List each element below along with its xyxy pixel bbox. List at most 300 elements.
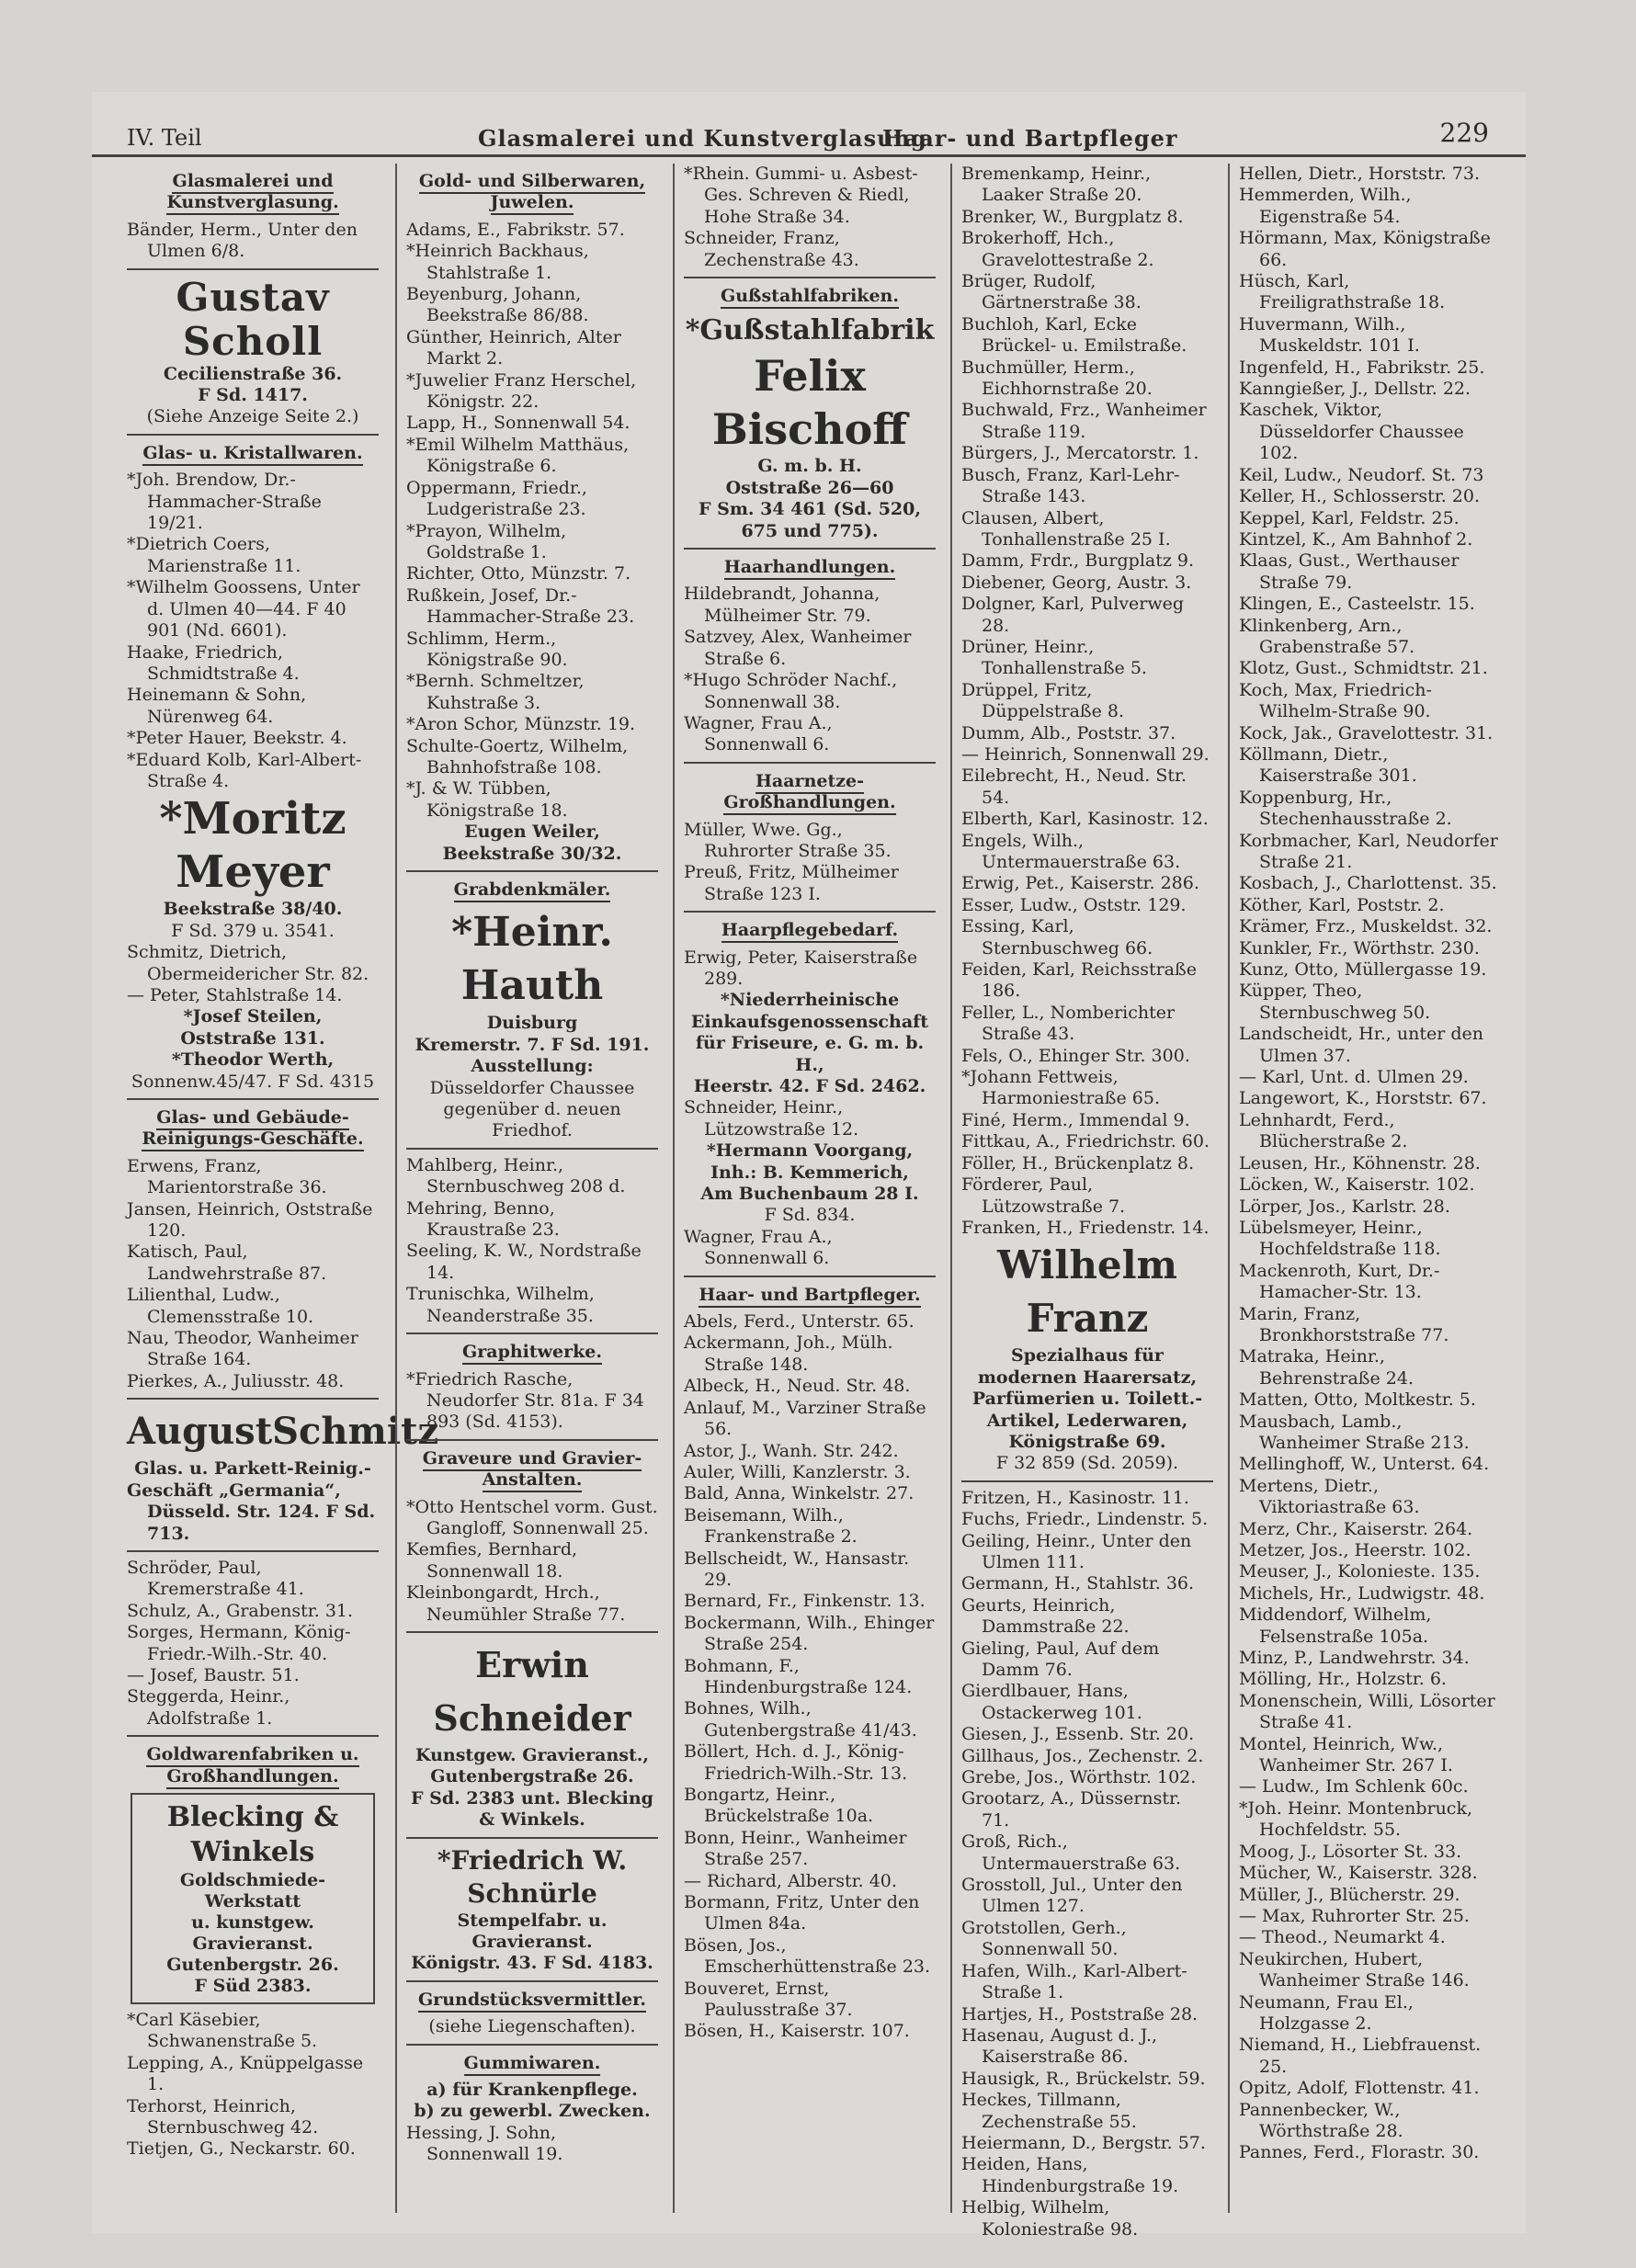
list-item: Hartjes, H., Poststraße 28.	[961, 2003, 1199, 2024]
section-heading-text: Haarnetze-Großhandlungen.	[723, 771, 895, 815]
list-item: Hasenau, August d. J., Kaiserstraße 86.	[961, 2024, 1158, 2068]
ad-bischoff-line-1: G. m. b. H.	[757, 456, 862, 477]
list-item: Heiermann, D., Bergstr. 57.	[961, 2132, 1206, 2153]
divider	[406, 1631, 658, 1633]
list-item: *Aron Schor, Münzstr. 19.	[406, 714, 636, 735]
list-item: Müller, J., Blücherstr. 29.	[1239, 1884, 1460, 1905]
list-item: Richter, Otto, Münzstr. 7.	[406, 563, 631, 584]
list-item: Matten, Otto, Moltkestr. 5.	[1239, 1389, 1476, 1411]
list-item: Kunkler, Fr., Wörthstr. 230.	[1239, 937, 1480, 958]
ad-schneider-line-2: Gutenbergstraße 26.	[430, 1766, 634, 1787]
list-item: Heinemann & Sohn, Nürenweg 64.	[127, 685, 307, 727]
list-item: — Karl, Unt. d. Ulmen 29.	[1239, 1067, 1469, 1088]
list-item: Geurts, Heinrich, Dammstraße 22.	[961, 1594, 1130, 1638]
list-item: Bremenkamp, Heinr., Laaker Straße 20.	[961, 164, 1152, 206]
list-bartpfleger-cont	[961, 164, 1213, 1239]
list-item: Eilebrecht, H., Neud. Str. 54.	[961, 765, 1187, 808]
list-pflege-3	[684, 1227, 936, 1270]
ad-werth-address: Sonnenw.45/47. F Sd. 4315	[131, 1071, 375, 1092]
list-item: — Richard, Alberstr. 40.	[684, 1870, 897, 1891]
list-item: Esser, Ludw., Oststr. 129.	[961, 894, 1187, 915]
list-haarhandlung	[684, 584, 936, 755]
ad-werth-name: *Theodor Werth,	[171, 1049, 335, 1071]
section-heading	[684, 920, 936, 941]
list-item: Mertens, Dietr., Viktoriastraße 63.	[1239, 1475, 1420, 1518]
ad-blecking-line-1: Goldschmiede-Werkstatt	[179, 1869, 326, 1911]
section-heading-text: Grabdenkmäler.	[454, 879, 611, 902]
list-item: Mackenroth, Kurt, Dr.-Hamacher-Str. 13.	[1239, 1260, 1440, 1303]
section-heading-text: Gußstahlfabriken.	[721, 286, 899, 309]
divider	[684, 1276, 936, 1277]
ad-hauth-line-2: Ausstellung:	[471, 1056, 594, 1077]
list-item: *Heinrich Backhaus, Stahlstraße 1.	[406, 241, 589, 283]
section-heading-text: Haarhandlungen.	[724, 557, 895, 580]
ad-blecking-line-4: F Süd 2383.	[194, 1975, 312, 1996]
list-item: Böllert, Hch. d. J., König-Friedrich-Wilh.-Str. 13.	[684, 1741, 908, 1784]
list-item: *Friedrich Rasche, Neudorfer Str. 81a. F 34 893 (Sd. 4153).	[406, 1368, 644, 1433]
ad-bischoff-line-0: *Gußstahlfabrik	[685, 314, 935, 347]
list-pflege-2	[684, 1097, 936, 1140]
list-item: Hessing, J. Sohn, Sonnenwall 19.	[406, 2122, 563, 2165]
ad-steilen-address: Oststraße 131.	[180, 1027, 325, 1049]
list-item: Franken, H., Friedenstr. 14.	[961, 1217, 1210, 1238]
list-item: Albeck, H., Neud. Str. 48.	[684, 1376, 911, 1397]
list-item: Landscheidt, Hr., unter den Ulmen 37.	[1239, 1024, 1483, 1066]
list-reinigung-2	[127, 1558, 379, 1729]
list-item: Köllmann, Dietr., Kaiserstraße 301.	[1239, 743, 1417, 787]
list-item: Mölling, Hr., Holzstr. 6.	[1239, 1669, 1447, 1690]
list-item: Steggerda, Heinr., Adolfstraße 1.	[127, 1686, 290, 1729]
ad-meyer-phone: F Sd. 379 u. 3541.	[171, 920, 335, 941]
ad-franz-line-2: F 32 859 (Sd. 2059).	[995, 1453, 1179, 1474]
list-item: Michels, Hr., Ludwigstr. 48.	[1239, 1582, 1485, 1604]
ad-schnuerle-name: *Friedrich W. Schnürle	[437, 1844, 628, 1909]
list-item: Bösen, Jos., Emscherhüttenstraße 23.	[684, 1934, 931, 1978]
divider	[127, 434, 379, 436]
list-item: Schneider, Heinr., Lützowstraße 12.	[684, 1097, 859, 1140]
list-item: Trunischka, Wilhelm, Neanderstraße 35.	[406, 1284, 595, 1326]
list-item: Feller, L., Nomberichter Straße 43.	[961, 1002, 1176, 1045]
list-item: Krämer, Frz., Muskeldst. 32.	[1239, 916, 1493, 937]
list-item: Fittkau, A., Friedrichstr. 60.	[961, 1131, 1210, 1152]
list-item: Pannes, Ferd., Florastr. 30.	[1239, 2142, 1480, 2163]
header-category-right: Haar- und Bartpfleger	[882, 125, 1178, 152]
header-category-left: Glasmalerei und Kunstverglasung	[478, 125, 927, 152]
list-item: Rußkein, Josef, Dr.-Hammacher-Straße 23.	[406, 584, 635, 628]
list-item: Schneider, Franz, Zechenstraße 43.	[684, 228, 859, 270]
ad-schmitz-name: AugustSchmitz	[127, 1410, 439, 1454]
list-item: Feiden, Karl, Reichsstraße 186.	[961, 959, 1197, 1002]
list-item: Abels, Ferd., Unterstr. 65.	[684, 1311, 915, 1332]
section-heading	[127, 1744, 379, 1787]
divider	[406, 2044, 658, 2046]
list-item: Föller, H., Brückenplatz 8.	[961, 1152, 1195, 1174]
divider	[127, 1098, 379, 1100]
list-item: Buchwald, Frz., Wanheimer Straße 119.	[961, 400, 1207, 442]
list-item: Hafen, Wilh., Karl-Albert-Straße 1.	[961, 1960, 1187, 2003]
list-item: Essing, Karl, Sternbuschweg 66.	[961, 916, 1153, 958]
list-item: Nau, Theodor, Wanheimer Straße 164.	[127, 1328, 358, 1370]
section-heading-text: Haar- und Bartpfleger.	[699, 1285, 920, 1308]
list-item: Ackermann, Joh., Mülh. Straße 148.	[684, 1332, 893, 1375]
list-item: *Eduard Kolb, Karl-Albert-Straße 4.	[127, 749, 362, 791]
list-item: — Josef, Baustr. 51.	[127, 1664, 300, 1685]
ad-hauth-line-1: Kremerstr. 7. F Sd. 191.	[415, 1034, 650, 1055]
list-item: Erwig, Pet., Kaiserstr. 286.	[961, 873, 1199, 894]
ad-niederrhein-line-2: Heerstr. 42. F Sd. 2462.	[693, 1076, 926, 1096]
section-heading-text: Gummiwaren.	[464, 2053, 601, 2076]
list-item: Satzvey, Alex, Wanheimer Straße 6.	[684, 627, 912, 669]
list-item: Groß, Rich., Untermauerstraße 63.	[961, 1831, 1181, 1874]
list-item: Bouveret, Ernst, Paulusstraße 37.	[684, 1978, 853, 2021]
list-item: Hemmerden, Wilh., Eigenstraße 54.	[1239, 185, 1412, 227]
header-part: IV. Teil	[127, 125, 202, 151]
list-item: Diebener, Georg, Austr. 3.	[961, 572, 1192, 593]
list-item: Erwens, Franz, Marientorstraße 36.	[127, 1155, 327, 1198]
ad-scholl-note: (Siehe Anzeige Seite 2.)	[146, 406, 359, 427]
list-item: Wagner, Frau A., Sonnenwall 6.	[684, 712, 833, 755]
list-item: Bohnes, Wilh., Gutenbergstraße 41/43.	[684, 1698, 917, 1741]
list-item: Drüppel, Fritz, Düppelstraße 8.	[961, 679, 1125, 722]
list-item: Mücher, W., Kaiserstr. 328.	[1239, 1863, 1478, 1884]
list-item: Bernard, Fr., Finkenstr. 13.	[684, 1591, 926, 1612]
list-item: Damm, Frdr., Burgplatz 9.	[961, 550, 1195, 572]
section-heading-text: Graveure und Gravier-Anstalten.	[423, 1448, 642, 1492]
list-item: Auler, Willi, Kanzlerstr. 3.	[684, 1461, 911, 1482]
section-heading-text: Gold- und Silberwaren, Juwelen.	[419, 171, 645, 215]
ad-hauth-line-3: Düsseldorfer Chaussee gegenüber d. neuen Friedhof.	[429, 1077, 635, 1141]
ad-franz-name: Wilhelm Franz	[997, 1242, 1177, 1342]
list-item: Finé, Herm., Immendal 9.	[961, 1109, 1190, 1130]
section-heading-text: Graphitwerke.	[462, 1342, 602, 1365]
list-item: Minz, P., Landwehrstr. 34.	[1239, 1648, 1470, 1669]
list-item: Brokerhoff, Hch., Gravelottestraße 2.	[961, 228, 1154, 270]
list-item: Fels, O., Ehinger Str. 300.	[961, 1045, 1190, 1066]
ad-scholl-address: Cecilienstraße 36.	[163, 363, 343, 384]
section-heading	[684, 1285, 936, 1306]
list-item: Leusen, Hr., Köhnenstr. 28.	[1239, 1152, 1481, 1174]
list-item: Gieling, Paul, Auf dem Damm 76.	[961, 1638, 1160, 1680]
ad-schmitz-line-1: Glas. u. Parkett-Reinig.-	[134, 1458, 371, 1480]
list-item: Klaas, Gust., Werthauser Straße 79.	[1239, 550, 1460, 593]
grund-note: (siehe Liegenschaften).	[428, 2016, 636, 2037]
divider	[961, 1480, 1213, 1482]
list-item: Ingenfeld, H., Fabrikstr. 25.	[1239, 357, 1485, 378]
ad-meyer-name: *Moritz Meyer	[159, 793, 347, 899]
list-item: Terhorst, Heinrich, Sternbuschweg 42.	[127, 2095, 319, 2138]
list-item: Helbig, Wilhelm, Koloniestraße 98.	[961, 2197, 1139, 2240]
ad-hauth-city: Duisburg	[486, 1013, 578, 1034]
divider	[684, 911, 936, 913]
list-item: Bockermann, Wilh., Ehinger Straße 254.	[684, 1612, 935, 1655]
list-item: Keppel, Karl, Feldstr. 25.	[1239, 507, 1460, 528]
list-item: Förderer, Paul, Lützowstraße 7.	[961, 1174, 1126, 1217]
list-glas-2	[127, 942, 379, 1006]
list-item: Gierdlbauer, Hans, Ostackerweg 101.	[961, 1681, 1142, 1723]
page-number: 229	[1439, 118, 1489, 148]
divider	[406, 870, 658, 872]
column-3	[673, 164, 941, 2213]
section-heading-text: Haarpflegebedarf.	[721, 920, 898, 943]
list-graveure	[406, 1497, 658, 1626]
list-grab	[406, 1155, 658, 1327]
ad-schneider-line-3: F Sd. 2383 unt. Blecking & Winkels.	[411, 1787, 653, 1831]
list-item: Oppermann, Friedr., Ludgeristraße 23.	[406, 477, 587, 520]
list-item: Seeling, K. W., Nordstraße 14.	[406, 1241, 642, 1283]
ad-voorgang-line-2: Inh.: B. Kemmerich,	[710, 1162, 909, 1183]
section-heading	[127, 443, 379, 464]
list-item: Mahlberg, Heinr., Sternbuschweg 208 d.	[406, 1154, 626, 1197]
list-item: Bürgers, J., Mercatorstr. 1.	[961, 443, 1199, 464]
list-item: Clausen, Albert, Tonhallenstraße 25 I.	[961, 507, 1171, 550]
list-bartpfleger	[684, 1311, 936, 2043]
section-heading	[684, 771, 936, 814]
list-item: Moog, J., Lösorter St. 33.	[1239, 1841, 1462, 1862]
list-item: Koch, Max, Friedrich-Wilhelm-Straße 90.	[1239, 679, 1432, 722]
divider	[127, 1735, 379, 1737]
list-item: Erwig, Peter, Kaiserstraße 289.	[684, 947, 918, 989]
list-item: Heiden, Hans, Hindenburgstraße 19.	[961, 2154, 1179, 2196]
ad-scholl-name: Gustav Scholl	[176, 274, 330, 364]
section-heading	[127, 171, 379, 214]
list-item: Mellinghoff, W., Unterst. 64.	[1239, 1454, 1490, 1475]
list-item: *Joh. Brendow, Dr.-Hammacher-Straße 19/21.	[127, 470, 322, 534]
list-goldwaren	[127, 2010, 379, 2160]
list-reinigung	[127, 1156, 379, 1392]
list-item: Schulz, A., Grabenstr. 31.	[127, 1600, 354, 1621]
list-gummi-cont	[684, 164, 936, 271]
list-item: Bongartz, Heinr., Brückelstraße 10a.	[684, 1785, 874, 1827]
list-item: Bänder, Herm., Unter den Ulmen 6/8.	[127, 219, 358, 262]
list-item: Beyenburg, Johann, Beekstraße 86/88.	[406, 284, 589, 326]
list-item: Metzer, Jos., Heerstr. 102.	[1239, 1540, 1471, 1560]
divider	[406, 1439, 658, 1441]
list-item: Kintzel, K., Am Bahnhof 2.	[1239, 528, 1473, 550]
list-item: Keil, Ludw., Neudorf. St. 73	[1239, 464, 1484, 485]
list-item: Adams, E., Fabrikstr. 57.	[406, 219, 625, 240]
ad-blecking-title: Blecking & Winkels	[166, 1800, 339, 1868]
list-item: Bellscheidt, W., Hansastr. 29.	[684, 1548, 910, 1590]
list-item: Monenschein, Willi, Lösorter Straße 41.	[1239, 1690, 1495, 1733]
divider	[406, 1148, 658, 1150]
list-item: Buchmüller, Herm., Eichhornstraße 20.	[961, 357, 1153, 400]
list-item: *Carl Käsebier, Schwanenstraße 5.	[127, 2009, 318, 2052]
list-item: *Rhein. Gummi- u. Asbest-Ges. Schreven & Riedl, Hohe Straße 34.	[684, 164, 918, 227]
list-item: Drüner, Heinr., Tonhallenstraße 5.	[961, 636, 1147, 679]
list-item: Bald, Anna, Winkelstr. 27.	[684, 1483, 915, 1504]
list-item: Meuser, J., Kolonieste. 135.	[1239, 1561, 1481, 1582]
list-item: Sorges, Hermann, König-Friedr.-Wilh.-Str. 40.	[127, 1622, 351, 1664]
list-item: Giesen, J., Essenb. Str. 20.	[961, 1724, 1195, 1745]
list-item: Mehring, Benno, Kraustraße 23.	[406, 1197, 560, 1241]
ad-blecking-line-2: u. kunstgew. Gravieranst.	[191, 1911, 314, 1954]
list-item: Marin, Franz, Bronkhorststraße 77.	[1239, 1303, 1449, 1345]
list-item: *Prayon, Wilhelm, Goldstraße 1.	[406, 520, 567, 562]
divider	[406, 1980, 658, 1982]
list-gold	[406, 220, 658, 822]
list-item: Middendorf, Wilhelm, Felsenstraße 105a.	[1239, 1605, 1432, 1647]
section-heading	[406, 2053, 658, 2074]
ad-weiler-name: Eugen Weiler,	[464, 822, 600, 843]
directory-page	[92, 92, 1526, 2240]
list-item: Neukirchen, Hubert, Wanheimer Straße 146.	[1239, 1948, 1470, 1991]
list-item: Lehnhardt, Ferd., Blücherstraße 2.	[1239, 1109, 1408, 1152]
list-item: Hellen, Dietr., Horststr. 73.	[1239, 164, 1480, 184]
list-item: Schmitz, Dietrich, Obermeidericher Str. 82.	[127, 942, 369, 984]
list-item: Klingen, E., Casteelstr. 15.	[1239, 594, 1475, 615]
list-item: — Ludw., Im Schlenk 60c.	[1239, 1776, 1469, 1797]
list-item: Katisch, Paul, Landwehrstraße 87.	[127, 1242, 327, 1284]
list-item: Lepping, A., Knüppelgasse 1.	[127, 2052, 364, 2095]
list-item: Müller, Wwe. Gg., Ruhrorter Straße 35.	[684, 819, 892, 861]
divider	[127, 268, 379, 270]
gummi-sub-b: b) zu gewerbl. Zwecken.	[414, 2101, 651, 2122]
list-item: Matraka, Heinr., Behrenstraße 24.	[1239, 1346, 1414, 1389]
list-item: Heckes, Tillmann, Zechenstraße 55.	[961, 2090, 1137, 2132]
list-item: Köther, Karl, Poststr. 2.	[1239, 894, 1445, 915]
list-item: Geiling, Heinr., Unter den Ulmen 111.	[961, 1530, 1192, 1572]
column-2	[395, 164, 664, 2213]
section-heading	[684, 286, 936, 307]
list-item: Dolgner, Karl, Pulverweg 28.	[961, 594, 1185, 636]
ad-voorgang-line-4: F Sd. 834.	[764, 1205, 856, 1226]
ad-schnuerle-line-2: Königstr. 43. F Sd. 4183.	[411, 1953, 653, 1974]
list-item: Fuchs, Friedr., Lindenstr. 5.	[961, 1509, 1209, 1530]
divider	[406, 1332, 658, 1334]
list-item: Günther, Heinrich, Alter Markt 2.	[406, 326, 621, 369]
list-item: Huvermann, Wilh., Muskeldstr. 101 I.	[1239, 313, 1420, 357]
list-item: Dumm, Alb., Poststr. 37.	[961, 722, 1176, 743]
list-item: Wagner, Frau A., Sonnenwall 6.	[684, 1226, 833, 1269]
list-item: Brüger, Rudolf, Gärtnerstraße 38.	[961, 271, 1142, 313]
list-glas	[127, 470, 379, 792]
divider	[127, 1550, 379, 1552]
section-heading-text: Glasmalerei und Kunstverglasung.	[166, 171, 338, 215]
list-item: Lilienthal, Ludw., Clemensstraße 10.	[127, 1285, 314, 1327]
list-item: Astor, J., Wanh. Str. 242.	[684, 1440, 899, 1461]
section-heading	[406, 1342, 658, 1363]
list-graphit	[406, 1369, 658, 1434]
ad-schnuerle-line-1: Stempelfabr. u. Gravieranst.	[457, 1910, 608, 1952]
list-item: Montel, Heinrich, Ww., Wanheimer Str. 267 I.	[1239, 1733, 1453, 1776]
list-item: *Peter Hauer, Beekstr. 4.	[127, 728, 347, 749]
list-item: Hausigk, R., Brückelstr. 59.	[961, 2068, 1206, 2089]
list-item: Beisemann, Wilh., Frankenstraße 2.	[684, 1504, 858, 1548]
list-item: Löcken, W., Kaiserstr. 102.	[1239, 1174, 1475, 1196]
list-item: Preuß, Fritz, Mülheimer Straße 123 I.	[684, 862, 899, 904]
list-item: *Joh. Heinr. Montenbruck, Hochfeldstr. 55.	[1239, 1797, 1472, 1841]
section-heading-text: Goldwarenfabriken u. Großhandlungen.	[146, 1744, 358, 1788]
ad-schmitz-line-2: Geschäft „Germania“, Düsseld. Str. 124. F Sd. 713.	[127, 1480, 376, 1544]
section-heading	[684, 557, 936, 578]
list-item: *Juwelier Franz Herschel, Königstr. 22.	[406, 369, 637, 413]
divider	[684, 548, 936, 550]
ad-voorgang-line-3: Am Buchenbaum 28 I.	[700, 1184, 919, 1205]
list-item: Kleinbongardt, Hrch., Neumühler Straße 77.	[406, 1582, 626, 1625]
list-item: Schlimm, Herm., Königstraße 90.	[406, 628, 568, 670]
divider	[406, 1837, 658, 1839]
list-item: *Otto Hentschel vorm. Gust. Gangloff, Sonnenwall 25.	[406, 1496, 658, 1538]
list-item: Fritzen, H., Kasinostr. 11.	[961, 1487, 1189, 1508]
list-item: Klinkenberg, Arn., Grabenstraße 57.	[1239, 615, 1415, 657]
list-item: Koppenburg, Hr., Stechenhausstraße 2.	[1239, 787, 1452, 830]
list-item: Küpper, Theo, Sternbuschweg 50.	[1239, 981, 1431, 1023]
page-header	[92, 118, 1526, 157]
list-item: *J. & W. Tübben, Königstraße 18.	[406, 778, 568, 821]
list-item: — Peter, Stahlstraße 14.	[127, 984, 343, 1005]
section-heading	[406, 879, 658, 901]
list-item: Kanngießer, J., Dellstr. 22.	[1239, 379, 1471, 400]
list-item: Opitz, Adolf, Flottenstr. 41.	[1239, 2078, 1480, 2099]
ad-franz-line-1: Spezialhaus für modernen Haarersatz, Parfümerien u. Toilett.-Artikel, Lederwaren, Königstraße 69.	[971, 1345, 1203, 1452]
column-4	[950, 164, 1219, 2240]
list-item: Hüsch, Karl, Freiligrathstraße 18.	[1239, 271, 1446, 313]
list-item: Kock, Jak., Gravelottestr. 31.	[1239, 722, 1494, 743]
ad-niederrhein-line-1: *Niederrheinische Einkaufsgenossenschaft für Friseure, e. G. m. b. H.,	[690, 990, 929, 1075]
list-item: Grotstollen, Gerh., Sonnenwall 50.	[961, 1917, 1127, 1960]
list-item: Neumann, Frau El., Holzgasse 2.	[1239, 1991, 1414, 2034]
ad-bischoff-line-2: Oststraße 26—60	[725, 477, 894, 498]
ad-meyer-address: Beekstraße 38/40.	[163, 899, 343, 920]
list-item: Grebe, Jos., Wörthstr. 102.	[961, 1767, 1197, 1788]
list-item: Bormann, Fritz, Unter den Ulmen 84a.	[684, 1892, 920, 1934]
list-item: Kunz, Otto, Müllergasse 19.	[1239, 959, 1487, 981]
ad-blecking-box	[131, 1793, 375, 2004]
list-item: *Emil Wilhelm Matthäus, Königstraße 6.	[406, 434, 630, 477]
list-item: Grootarz, A., Düssernstr. 71.	[961, 1788, 1182, 1831]
section-heading	[406, 1448, 658, 1491]
list-item: — Max, Ruhrorter Str. 25.	[1239, 1905, 1470, 1926]
list-item: Anlauf, M., Varziner Straße 56.	[684, 1397, 926, 1440]
list-item: Keller, H., Schlosserstr. 20.	[1239, 486, 1481, 507]
list-item: Hörmann, Max, Königstraße 66.	[1239, 228, 1491, 270]
ad-weiler-address: Beekstraße 30/32.	[442, 843, 622, 864]
column-5	[1228, 164, 1507, 2213]
list-item: *Bernh. Schmeltzer, Kuhstraße 3.	[406, 671, 585, 713]
list-item: Merz, Chr., Kaiserstr. 264.	[1239, 1518, 1473, 1539]
list-item: *Dietrich Coers, Marienstraße 11.	[127, 534, 301, 576]
divider	[127, 1398, 379, 1400]
columns	[118, 164, 1505, 2240]
list-item: Kaschek, Viktor, Düsseldorfer Chaussee 102.	[1239, 400, 1464, 464]
ad-bischoff-line-3: F Sm. 34 461 (Sd. 520, 675 und 775).	[699, 499, 921, 541]
list-item: Bonn, Heinr., Wanheimer Straße 257.	[684, 1827, 907, 1870]
list-item: Lörper, Jos., Karlstr. 28.	[1239, 1196, 1450, 1217]
divider	[684, 277, 936, 278]
list-item: Kosbach, J., Charlottenst. 35.	[1239, 873, 1497, 894]
list-item: — Heinrich, Sonnenwall 29.	[961, 743, 1210, 765]
ad-bischoff-name: Felix Bischoff	[711, 351, 908, 455]
ad-schneider-name: Erwin Schneider	[433, 1643, 631, 1739]
list-item: Kemfies, Bernhard, Sonnenwall 18.	[406, 1539, 578, 1582]
list-item: Schröder, Paul, Kremerstraße 41.	[127, 1557, 304, 1600]
list-item: — Theod., Neumarkt 4.	[1239, 1927, 1446, 1948]
list-item: Schulte-Goertz, Wilhelm, Bahnhofstraße 108.	[406, 735, 629, 777]
list-item: Pannenbecker, W., Wörthstraße 28.	[1239, 2099, 1403, 2141]
list-item: Elberth, Karl, Kasinostr. 12.	[961, 809, 1209, 830]
list-gummi	[406, 2123, 658, 2166]
list-item: Langewort, K., Horststr. 67.	[1239, 1088, 1487, 1109]
list-item: Jansen, Heinrich, Oststraße 120.	[127, 1198, 373, 1242]
list-item: Klotz, Gust., Schmidtstr. 21.	[1239, 658, 1488, 679]
list-item: Niemand, H., Liebfrauenst. 25.	[1239, 2035, 1482, 2077]
list-item: Tietjen, G., Neckarstr. 60.	[127, 2138, 356, 2160]
ad-scholl-phone: F Sd. 1417.	[198, 385, 308, 406]
list-netze	[684, 820, 936, 906]
section-heading	[127, 1107, 379, 1151]
list-item: Mausbach, Lamb., Wanheimer Straße 213.	[1239, 1411, 1470, 1453]
section-heading-text: Grundstücksvermittler.	[418, 1990, 646, 2013]
